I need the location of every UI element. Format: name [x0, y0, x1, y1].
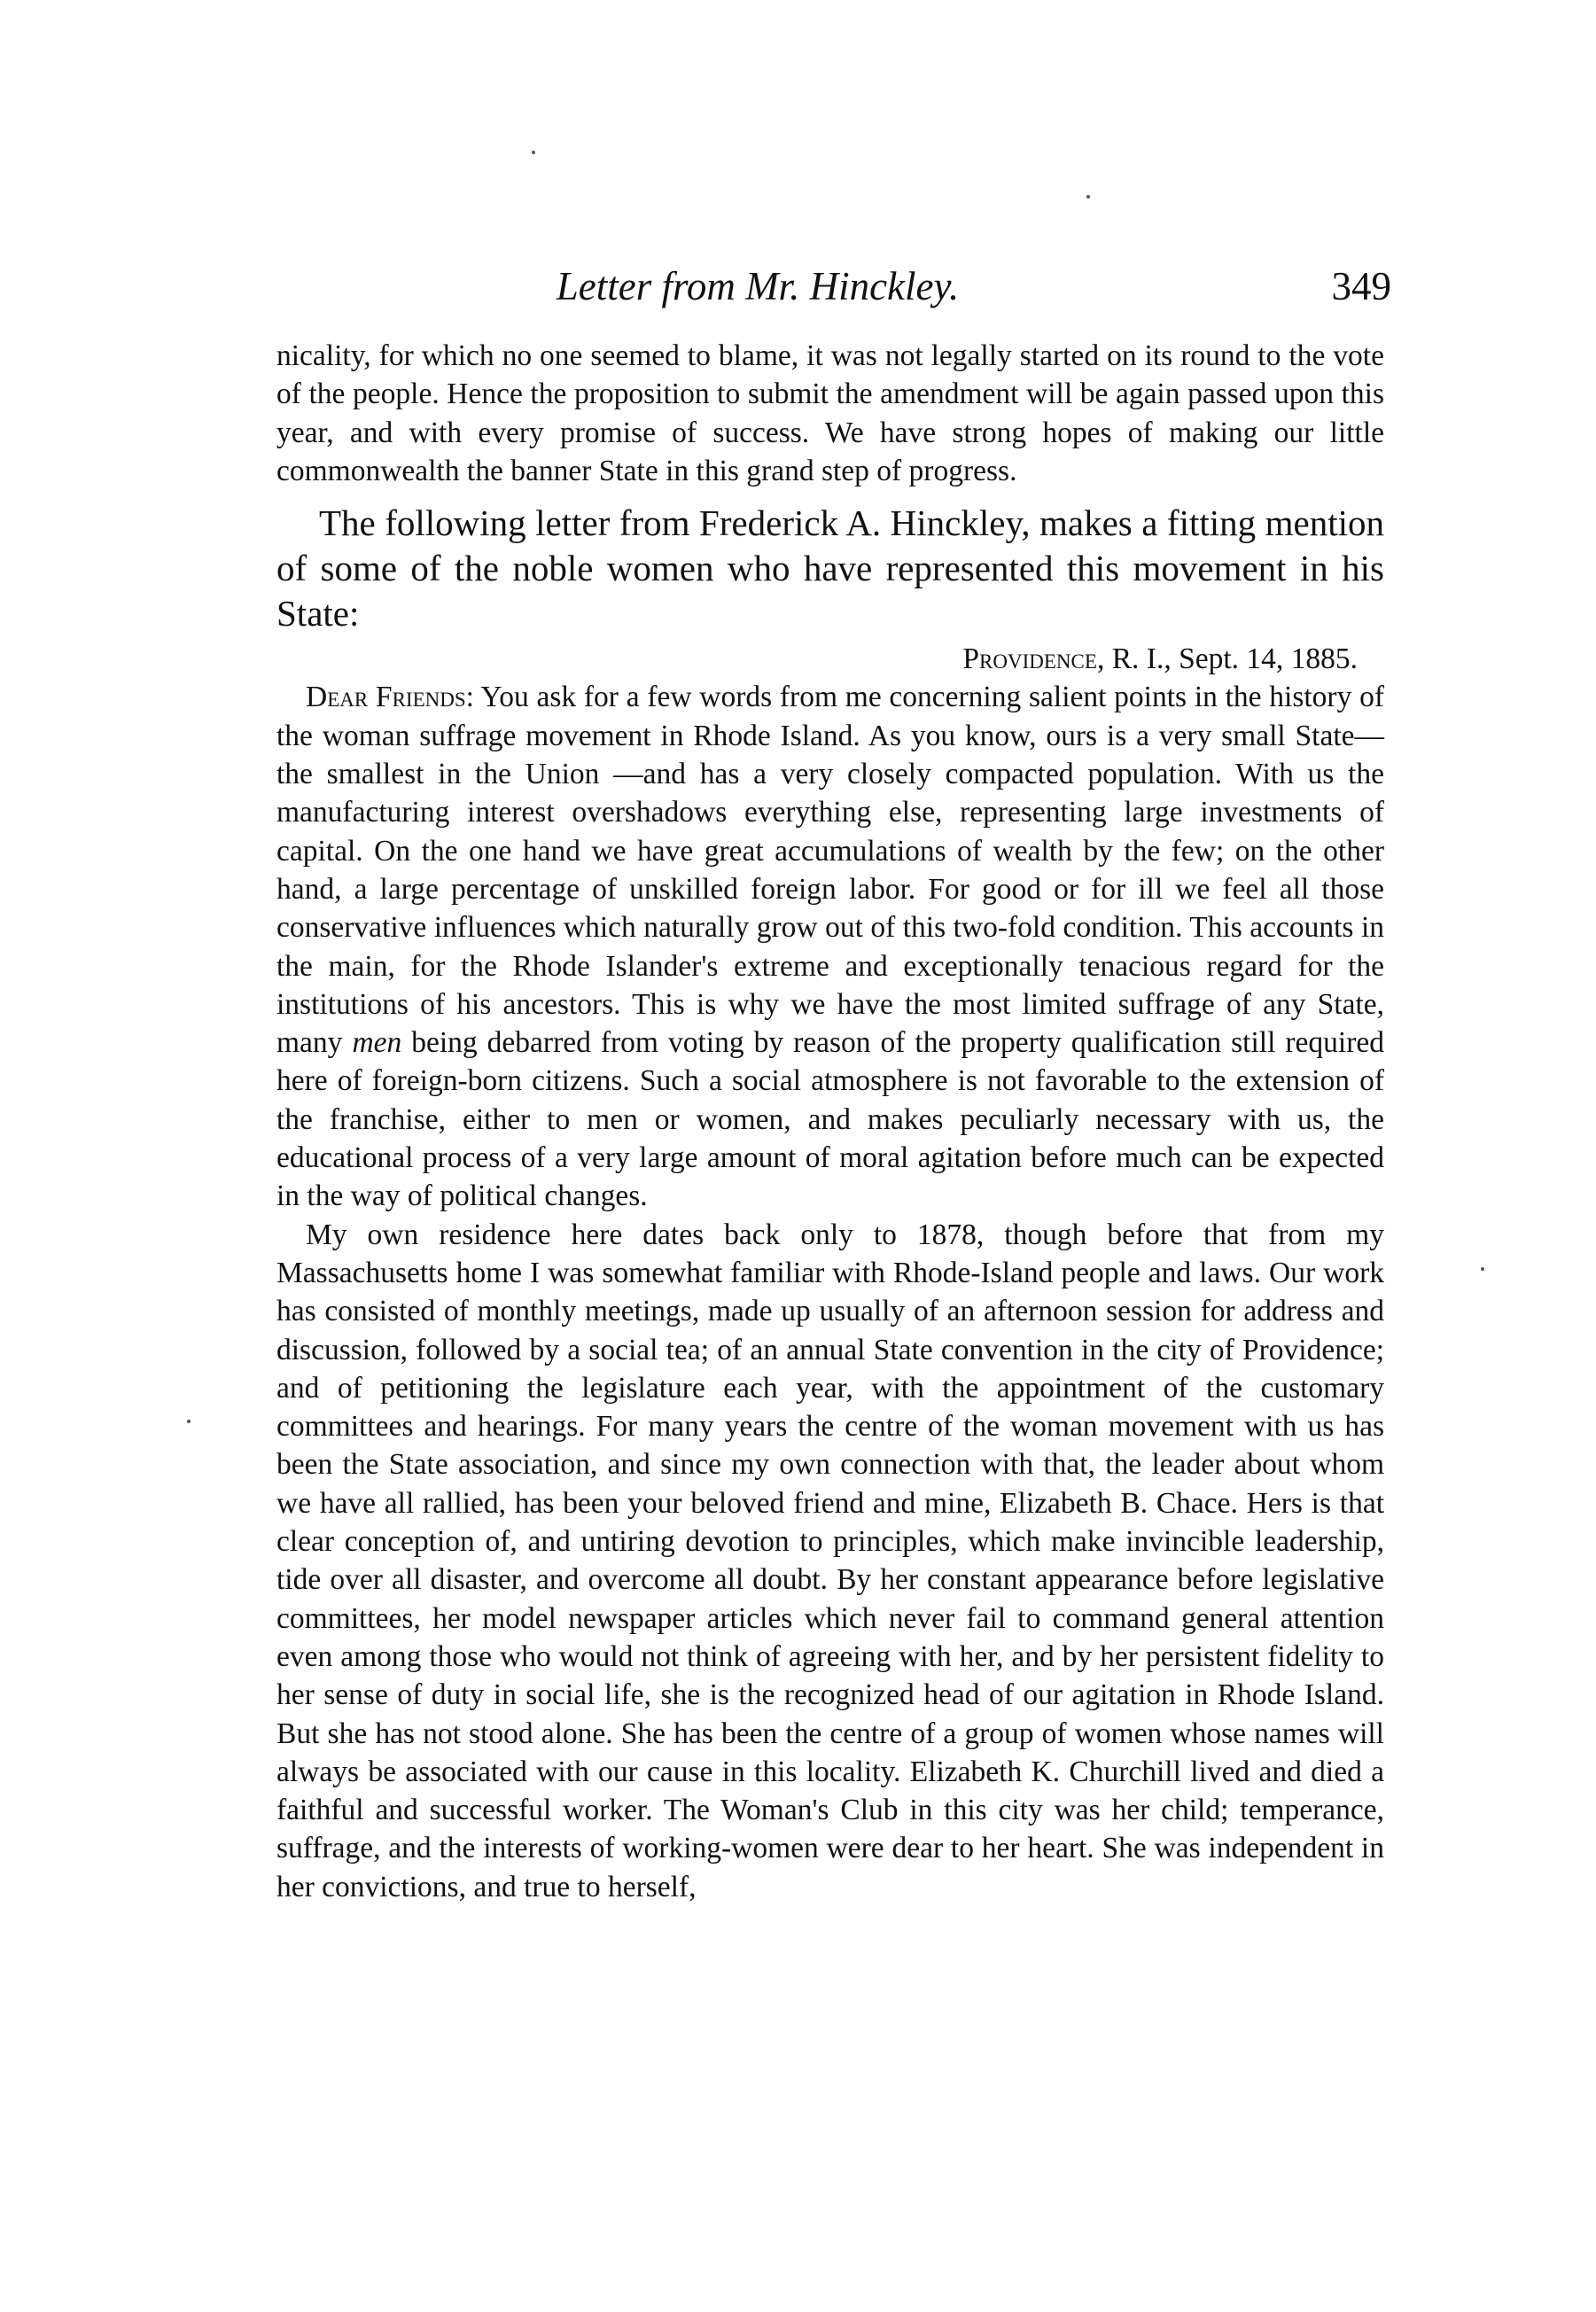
letter-paragraph-2: My own residence here dates back only to 1878, though before that from my Massachusetts home I was somewhat familiar with Rhode-Island people and laws. Our work has consisted of monthly meetings, made up usually of an afternoon session for address and discussion, followed by a social tea; of an annual State convention in the city of Providence; and of petitioning the legislature each year, with the appointment of the customary committees and hearings. For many years the centre of the woman movement with us has been the State association, and since my own connection with that, the leader about whom we have all rallied, has been your beloved friend and mine, Elizabeth B. Chace. Hers is that clear conception of, and untiring devotion to principles, which make invincible leadership, tide over all disaster, and overcome all doubt. By her constant appearance before legislative committees, her model newspaper articles which never fail to command general attention even among those who would not think of agreeing with her, and by her persistent fidelity to her sense of duty in social life, she is the recognized head of our agitation in Rhode Island. But she has not stood alone. She has been the centre of a group of women whose names will always be associated with our cause in this locality. Elizabeth K. Churchill lived and died a faithful and successful worker. The Woman's Club in this city was her child; temperance, suffrage, and the interests of working-women were dear to her heart. She was independent in her convictions, and true to herself,	[276, 1218, 1384, 1903]
letter-paragraph-1-text-b: being debarred from voting by reason of the property qualification still required here of foreign-born citizens. Such a social atmosphere is not favorable to the extension of the franchise, either to men or women, and makes peculiarly necessary with us, the educational process of a very large amount of moral agitation before much can be expected in the way of political changes.	[276, 1026, 1384, 1213]
dateline-date: , R. I., Sept. 14, 1885.	[1096, 642, 1358, 676]
letter-dateline	[276, 640, 1384, 678]
letter-paragraph-1-text-a: : You ask for a few words from me concerning salient points in the history of the woman suffrage movement in Rhode Island. As you know, ours is a very small State—the smallest in the Union —and has a very closely compacted population. With us the manufacturing interest overshadows everything else, representing large investments of capital. On the one hand we have great accumulations of wealth by the few; on the other hand, a large percentage of unskilled foreign labor. For good or for ill we feel all those conservative influences which naturally grow out of this two-fold condition. This accounts in the main, for the Rhode Islander's extreme and exceptionally tenacious regard for the institutions of his ancestors. This is why we have the most limited suffrage of any State, many	[276, 681, 1384, 1060]
running-title: Letter from Mr. Hinckley.	[556, 264, 960, 308]
lead-paragraph: The following letter from Frederick A. Hinckley, makes a fitting mention of some of the noble women who have represented this movement in his State:	[276, 502, 1384, 634]
page-body	[276, 337, 1384, 1906]
speck	[187, 1420, 191, 1423]
running-head	[257, 260, 1391, 313]
speck	[532, 151, 535, 154]
salutation: Dear Friends	[306, 681, 466, 714]
emphasized-word: men	[352, 1026, 402, 1060]
dateline-place: Providence	[962, 642, 1097, 676]
speck	[1481, 1267, 1484, 1271]
page-number: 349	[1331, 264, 1391, 308]
speck	[1086, 195, 1090, 199]
intro-paragraph: nicality, for which no one seemed to blame, it was not legally started on its round to the vote of the people. Hence the proposition to submit the amendment will be again passed upon this year, and with every promise of success. We have strong hopes of making our little commonwealth the banner State in this grand step of progress.	[276, 339, 1384, 487]
letter-paragraph-1	[276, 678, 1384, 1215]
